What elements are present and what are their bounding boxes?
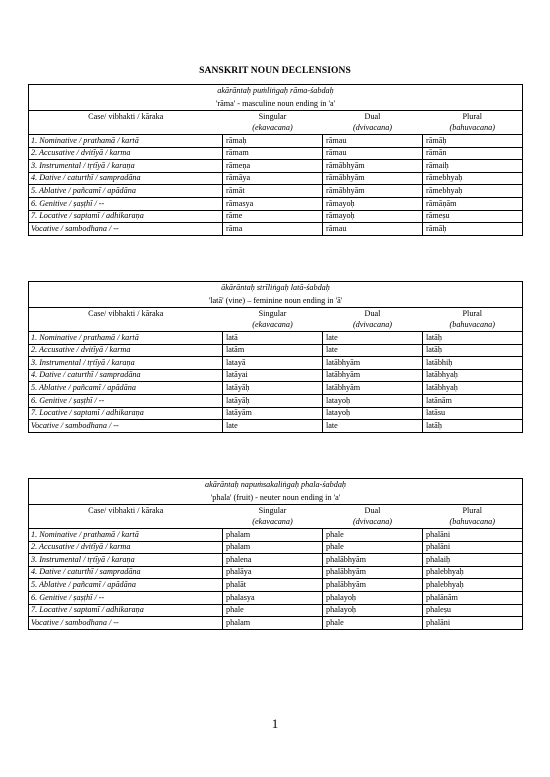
singular-form: latām	[223, 344, 323, 357]
singular-form: rāmeṇa	[223, 160, 323, 173]
plural-form: rāmāṇām	[423, 197, 523, 210]
dual-form: rāmābhyām	[323, 160, 423, 173]
table-row	[29, 591, 523, 604]
table-row	[29, 223, 523, 236]
plural-form: rāmān	[423, 147, 523, 160]
table-subheading: 'latā' (vine) – feminine noun ending in 'ā'	[29, 295, 523, 308]
dual-form: rāmau	[323, 147, 423, 160]
plural-subheader: (bahuvacana)	[423, 320, 523, 332]
plural-form: latāḥ	[423, 420, 523, 433]
dual-form: late	[323, 420, 423, 433]
plural-form: rāmāḥ	[423, 135, 523, 148]
case-header: Case/ vibhakti / kāraka	[29, 308, 223, 320]
case-cell: Vocative / sambodhana / --	[29, 420, 223, 433]
dual-form: latayoḥ	[323, 394, 423, 407]
dual-form: rāmayoḥ	[323, 197, 423, 210]
singular-form: rāme	[223, 210, 323, 223]
case-cell: 6. Genitive / ṣaṣṭhī / --	[29, 591, 223, 604]
plural-form: rāmaiḥ	[423, 160, 523, 173]
table-heading: ākārāntaḥ strīliṅgaḥ latā-śabdaḥ	[29, 282, 523, 295]
dual-form: rāmābhyām	[323, 172, 423, 185]
plural-form: latāḥ	[423, 332, 523, 345]
table-row	[29, 147, 523, 160]
plural-form: phalāni	[423, 541, 523, 554]
plural-form: latāḥ	[423, 344, 523, 357]
singular-form: rāmam	[223, 147, 323, 160]
case-cell: 6. Genitive / ṣaṣṭhī / --	[29, 197, 223, 210]
case-cell: 1. Nominative / prathamā / kartā	[29, 135, 223, 148]
plural-header: Plural	[423, 111, 523, 123]
singular-header: Singular	[223, 308, 323, 320]
table-row	[29, 357, 523, 370]
table-row	[29, 160, 523, 173]
case-cell: 5. Ablative / pañcamī / apādāna	[29, 382, 223, 395]
singular-form: phale	[223, 604, 323, 617]
dual-form: rāmau	[323, 135, 423, 148]
table-row	[29, 210, 523, 223]
dual-form: rāmau	[323, 223, 423, 236]
dual-form: late	[323, 344, 423, 357]
case-cell: 4. Dative / caturthī / sampradāna	[29, 369, 223, 382]
singular-form: phalasya	[223, 591, 323, 604]
case-cell: Vocative / sambodhana / --	[29, 617, 223, 630]
singular-form: phalāya	[223, 566, 323, 579]
table-row	[29, 617, 523, 630]
table-subheading: 'phala' (fruit) - neuter noun ending in 'a'	[29, 492, 523, 505]
table-row	[29, 382, 523, 395]
table-heading: akārāntaḥ napuṁsakaliṅgaḥ phala-śabdaḥ	[29, 479, 523, 492]
plural-form: latānām	[423, 394, 523, 407]
dual-header: Dual	[323, 308, 423, 320]
singular-form: phalāt	[223, 579, 323, 592]
plural-subheader: (bahuvacana)	[423, 517, 523, 529]
case-cell: 5. Ablative / pañcamī / apādāna	[29, 185, 223, 198]
feminine-declension-table	[28, 281, 523, 433]
dual-form: phalābhyām	[323, 566, 423, 579]
dual-form: rāmābhyām	[323, 185, 423, 198]
singular-form: rāmaḥ	[223, 135, 323, 148]
plural-form: latābhyaḥ	[423, 369, 523, 382]
table-row	[29, 394, 523, 407]
case-cell: 6. Genitive / ṣaṣṭhī / --	[29, 394, 223, 407]
case-cell: 2. Accusative / dvitīyā / karma	[29, 541, 223, 554]
singular-form: latā	[223, 332, 323, 345]
case-cell: 3. Instrumental / tṛtīyā / karaṇa	[29, 160, 223, 173]
case-cell: 4. Dative / caturthī / sampradāna	[29, 172, 223, 185]
plural-header: Plural	[423, 308, 523, 320]
plural-form: latābhiḥ	[423, 357, 523, 370]
singular-subheader: (ekavacana)	[223, 517, 323, 529]
plural-form: rāmāḥ	[423, 223, 523, 236]
plural-form: rāmeṣu	[423, 210, 523, 223]
dual-form: late	[323, 332, 423, 345]
dual-form: phalayoḥ	[323, 591, 423, 604]
singular-form: phalena	[223, 554, 323, 567]
table-row	[29, 185, 523, 198]
case-cell: Vocative / sambodhana / --	[29, 223, 223, 236]
case-cell: 1. Nominative / prathamā / kartā	[29, 332, 223, 345]
case-cell: 7. Locative / saptamī / adhikaraṇa	[29, 604, 223, 617]
case-cell: 7. Locative / saptamī / adhikaraṇa	[29, 407, 223, 420]
table-row	[29, 554, 523, 567]
case-header: Case/ vibhakti / kāraka	[29, 505, 223, 517]
dual-form: latābhyām	[323, 357, 423, 370]
singular-form: phalam	[223, 617, 323, 630]
singular-form: rāma	[223, 223, 323, 236]
singular-form: phalam	[223, 529, 323, 542]
table-row	[29, 344, 523, 357]
plural-form: phalebhyaḥ	[423, 566, 523, 579]
singular-form: phalam	[223, 541, 323, 554]
dual-form: latayoḥ	[323, 407, 423, 420]
dual-header: Dual	[323, 111, 423, 123]
masculine-declension-table	[28, 84, 523, 236]
table-row	[29, 566, 523, 579]
singular-form: latayā	[223, 357, 323, 370]
singular-subheader: (ekavacana)	[223, 123, 323, 135]
singular-form: late	[223, 420, 323, 433]
case-cell: 3. Instrumental / tṛtīyā / karaṇa	[29, 357, 223, 370]
case-cell: 2. Accusative / dvitīyā / karma	[29, 344, 223, 357]
singular-form: latāyai	[223, 369, 323, 382]
plural-form: rāmebhyaḥ	[423, 185, 523, 198]
singular-form: rāmasya	[223, 197, 323, 210]
dual-form: phale	[323, 529, 423, 542]
dual-form: phale	[323, 617, 423, 630]
case-cell: 5. Ablative / pañcamī / apādāna	[29, 579, 223, 592]
table-row	[29, 197, 523, 210]
plural-subheader: (bahuvacana)	[423, 123, 523, 135]
case-cell: 4. Dative / caturthī / sampradāna	[29, 566, 223, 579]
singular-subheader: (ekavacana)	[223, 320, 323, 332]
singular-form: rāmāya	[223, 172, 323, 185]
table-row	[29, 541, 523, 554]
dual-form: phalayoḥ	[323, 604, 423, 617]
dual-form: phalābhyām	[323, 579, 423, 592]
plural-form: phalānām	[423, 591, 523, 604]
table-row	[29, 604, 523, 617]
case-cell: 1. Nominative / prathamā / kartā	[29, 529, 223, 542]
singular-header: Singular	[223, 111, 323, 123]
plural-form: latāsu	[423, 407, 523, 420]
singular-form: rāmāt	[223, 185, 323, 198]
dual-form: latābhyām	[323, 382, 423, 395]
dual-form: phalābhyām	[323, 554, 423, 567]
plural-form: rāmebhyaḥ	[423, 172, 523, 185]
table-heading: akārāntaḥ puṁliṅgaḥ rāma-śabdaḥ	[29, 85, 523, 98]
plural-form: latābhyaḥ	[423, 382, 523, 395]
dual-subheader: (dvivacana)	[323, 517, 423, 529]
singular-header: Singular	[223, 505, 323, 517]
table-row	[29, 420, 523, 433]
dual-form: rāmayoḥ	[323, 210, 423, 223]
case-cell: 3. Instrumental / tṛtīyā / karaṇa	[29, 554, 223, 567]
case-cell: 7. Locative / saptamī / adhikaraṇa	[29, 210, 223, 223]
table-row	[29, 407, 523, 420]
table-subheading: 'rāma' - masculine noun ending in 'a'	[29, 98, 523, 111]
table-row	[29, 579, 523, 592]
table-row	[29, 172, 523, 185]
table-row	[29, 135, 523, 148]
dual-subheader: (dvivacana)	[323, 123, 423, 135]
dual-form: phale	[323, 541, 423, 554]
plural-form: phalaiḥ	[423, 554, 523, 567]
neuter-declension-table	[28, 478, 523, 630]
plural-form: phaleṣu	[423, 604, 523, 617]
singular-form: latāyāḥ	[223, 382, 323, 395]
table-row	[29, 369, 523, 382]
document-title: SANSKRIT NOUN DECLENSIONS	[199, 66, 351, 76]
plural-form: phalāni	[423, 617, 523, 630]
dual-form: latābhyām	[323, 369, 423, 382]
singular-form: latāyām	[223, 407, 323, 420]
singular-form: latāyāḥ	[223, 394, 323, 407]
case-header: Case/ vibhakti / kāraka	[29, 111, 223, 123]
dual-subheader: (dvivacana)	[323, 320, 423, 332]
plural-header: Plural	[423, 505, 523, 517]
case-cell: 2. Accusative / dvitīyā / karma	[29, 147, 223, 160]
table-row	[29, 332, 523, 345]
page-number: 1	[271, 716, 279, 731]
plural-form: phalebhyaḥ	[423, 579, 523, 592]
plural-form: phalāni	[423, 529, 523, 542]
dual-header: Dual	[323, 505, 423, 517]
table-row	[29, 529, 523, 542]
